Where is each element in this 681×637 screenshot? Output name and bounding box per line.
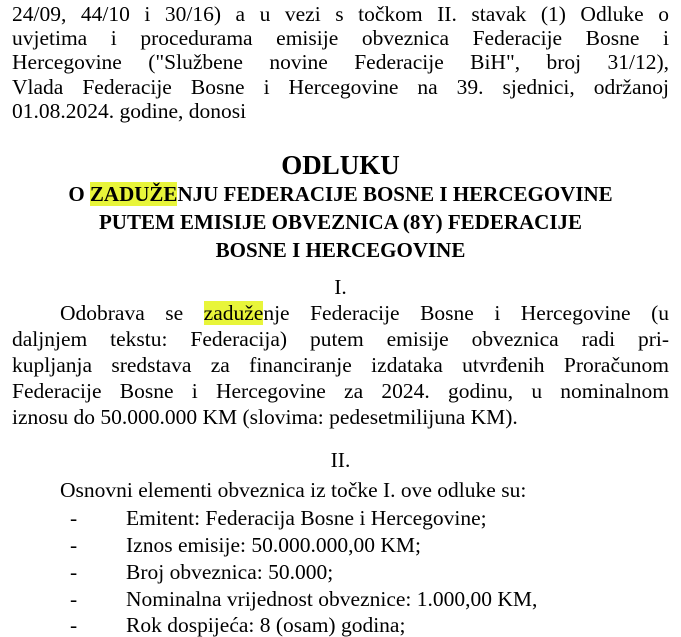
section-2-number: II. (330, 448, 351, 472)
list-item-text: Broj obveznica: 50.000; (126, 560, 334, 584)
list-bullet: - (70, 560, 78, 584)
section-1-line-3: kupljanja sredstava za financiranje izdataka utvrđenih Proračunom (12, 353, 669, 377)
section-1-number: I. (334, 275, 347, 299)
list-item-text: Iznos emisije: 50.000.000,00 KM; (126, 533, 422, 557)
intro-line-4: Vlada Federacije Bosne i Hercegovine na 39. sjednici, održanoj (12, 75, 669, 99)
list-item-text: Rok dospijeća: 8 (osam) godina; (126, 613, 406, 637)
decision-subtitle-line-3: BOSNE I HERCEGOVINE (215, 238, 466, 262)
section-1-line-5: iznosu do 50.000.000 KM (slovima: pedesetmilijuna KM). (12, 405, 518, 429)
list-item-text: Emitent: Federacija Bosne i Hercegovine; (126, 506, 487, 530)
list-item-text: Nominalna vrijednost obveznice: 1.000,00 KM, (126, 587, 538, 611)
intro-line-2: uvjetima i procedurama emisije obveznica Federacije Bosne i (12, 26, 669, 50)
section-1-line-1 (12, 301, 669, 325)
section-1-highlight: zaduže (203, 301, 264, 325)
decision-subtitle-line-2: PUTEM EMISIJE OBVEZNICA (8Y) FEDERACIJE (98, 210, 583, 234)
list-bullet: - (70, 587, 78, 611)
section-1-line-4: Federacije Bosne i Hercegovine za 2024. godinu, u nominalnom (12, 379, 669, 403)
section-1-prefix: Odobrava se (60, 301, 204, 325)
intro-line-1: 24/09, 44/10 i 30/16) a u vezi s točkom II. stavak (1) Odluke o (12, 2, 669, 26)
decision-title: ODLUKU (281, 150, 400, 180)
list-bullet: - (70, 613, 78, 637)
section-1-line-2: daljnjem tekstu: Federacija) putem emisije obveznica radi pri- (12, 327, 669, 351)
section-1-rest: nje Federacije Bosne i Hercegovine (u (263, 301, 669, 325)
intro-line-3: Hercegovine ("Službene novine Federacije BiH", broj 31/12), (12, 50, 669, 74)
section-2-intro: Osnovni elementi obveznica iz točke I. ove odluke su: (60, 478, 527, 502)
list-bullet: - (70, 533, 78, 557)
decision-subtitle-line-1 (12, 180, 669, 208)
subtitle-rest: NJU FEDERACIJE BOSNE I HERCEGOVINE (177, 182, 613, 206)
subtitle-prefix: O (68, 182, 90, 206)
subtitle-highlight: ZADUŽE (89, 182, 178, 206)
list-bullet: - (70, 506, 78, 530)
intro-line-5: 01.08.2024. godine, donosi (12, 99, 247, 123)
